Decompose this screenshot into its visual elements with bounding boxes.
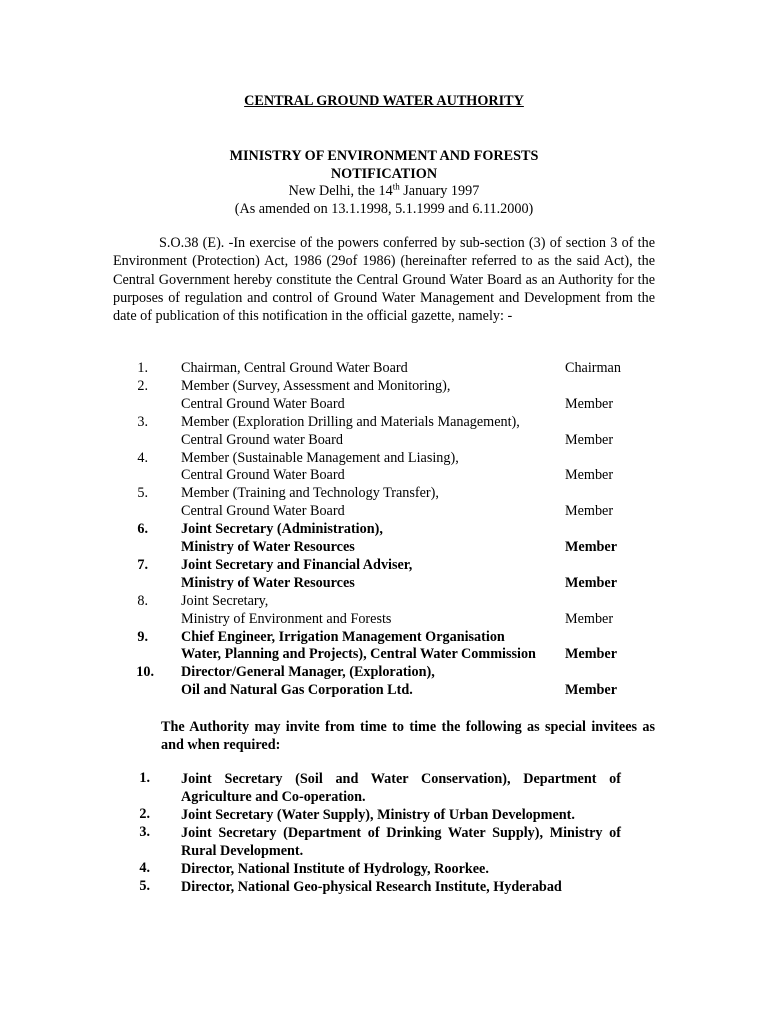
invitee-number: 2. (139, 806, 150, 822)
invitee-text: Director, National Geo-physical Research Institute, Hyderabad (181, 879, 562, 895)
member-line (0, 414, 768, 432)
date-suffix: January 1997 (399, 183, 480, 199)
invitee-number: 5. (139, 878, 150, 894)
member-line (0, 450, 768, 468)
member-text: Chief Engineer, Irrigation Management Organisation (181, 628, 505, 645)
invitees-intro: The Authority may invite from time to time the following as special invitees as and when required: (161, 719, 655, 753)
member-role: Member (565, 539, 617, 555)
member-number: 1. (137, 360, 148, 376)
invitee-text: Joint Secretary (Soil and Water Conservation), Department of Agriculture and Co-operation. (181, 771, 621, 805)
amendment-line: (As amended on 13.1.1998, 5.1.1999 and 6.11.2000) (234, 200, 534, 217)
member-number: 9. (137, 628, 148, 645)
member-number: 8. (137, 592, 148, 609)
member-line (0, 664, 768, 682)
member-text: Ministry of Environment and Forests (181, 610, 392, 627)
date-line (0, 183, 768, 201)
member-line (0, 396, 768, 414)
member-text: Central Ground Water Board (181, 503, 345, 520)
document-title: CENTRAL GROUND WATER AUTHORITY (244, 93, 524, 109)
member-text: Ministry of Water Resources (181, 539, 355, 555)
member-number: 2. (137, 377, 148, 394)
member-line (0, 378, 768, 396)
member-line (0, 646, 768, 664)
member-text: Member (Survey, Assessment and Monitoring), (181, 377, 451, 394)
member-text: Member (Training and Technology Transfer), (181, 485, 439, 502)
date-prefix: New Delhi, the 14 (288, 183, 393, 199)
member-line (0, 539, 768, 557)
member-role: Member (565, 431, 614, 448)
member-line (0, 682, 768, 700)
member-text: Director/General Manager, (Exploration), (181, 664, 435, 681)
invitee-number: 1. (139, 770, 150, 786)
member-role: Member (565, 610, 614, 627)
member-line (0, 467, 768, 485)
member-text: Water, Planning and Projects), Central Water Commission (181, 646, 536, 663)
member-text: Central Ground Water Board (181, 467, 345, 484)
member-text: Member (Exploration Drilling and Materials Management), (181, 413, 520, 430)
invitee-text: Joint Secretary (Department of Drinking Water Supply), Ministry of Rural Development. (181, 825, 621, 859)
member-role: Member (565, 503, 614, 520)
member-number: 4. (137, 449, 148, 466)
member-line (0, 503, 768, 521)
member-role: Member (565, 646, 617, 663)
member-number: 5. (137, 485, 148, 502)
ministry-heading: MINISTRY OF ENVIRONMENT AND FORESTS (229, 148, 539, 164)
member-text: Ministry of Water Resources (181, 574, 355, 591)
member-number: 10. (136, 664, 154, 681)
member-role: Member (565, 682, 617, 699)
notification-heading: NOTIFICATION (330, 165, 438, 182)
invitee-text: Director, National Institute of Hydrology, Roorkee. (181, 861, 489, 877)
member-line (0, 611, 768, 629)
member-number: 7. (137, 556, 148, 573)
member-line (0, 521, 768, 539)
member-role: Member (565, 467, 614, 484)
member-text: Central Ground Water Board (181, 395, 345, 412)
member-line (0, 593, 768, 611)
date-superscript: th (392, 181, 400, 192)
member-number: 6. (137, 521, 148, 538)
invitee-text: Joint Secretary (Water Supply), Ministry of Urban Development. (181, 807, 575, 823)
invitee-number: 4. (139, 860, 150, 876)
member-role: Member (565, 574, 617, 591)
member-role: Member (565, 395, 614, 412)
member-text: Joint Secretary, (181, 592, 269, 609)
member-text: Oil and Natural Gas Corporation Ltd. (181, 682, 413, 699)
member-role: Chairman (565, 360, 621, 376)
notification-paragraph: S.O.38 (E). -In exercise of the powers conferred by sub-section (3) of section 3 of the Environment (Protection) Act, 1986 (29of 1986) (hereinafter referred to as the said Act), the Central Government hereby constitute the Central Ground Water Board as an Authority for the purposes of regulation and control of Ground Water Management and Development from the date of publication of this notification in the official gazette, namely: - (113, 235, 655, 325)
member-line (0, 432, 768, 450)
member-number: 3. (137, 413, 148, 430)
notification-header (0, 148, 768, 218)
member-text: Chairman, Central Ground Water Board (181, 360, 408, 376)
member-text: Member (Sustainable Management and Liasing), (181, 449, 459, 466)
member-line (0, 557, 768, 575)
member-line (0, 575, 768, 593)
member-line (0, 360, 768, 378)
member-line (0, 629, 768, 647)
member-text: Joint Secretary (Administration), (181, 521, 383, 538)
member-text: Joint Secretary and Financial Adviser, (181, 556, 413, 573)
member-line (0, 485, 768, 503)
member-text: Central Ground water Board (181, 431, 343, 448)
invitee-number: 3. (139, 824, 150, 840)
